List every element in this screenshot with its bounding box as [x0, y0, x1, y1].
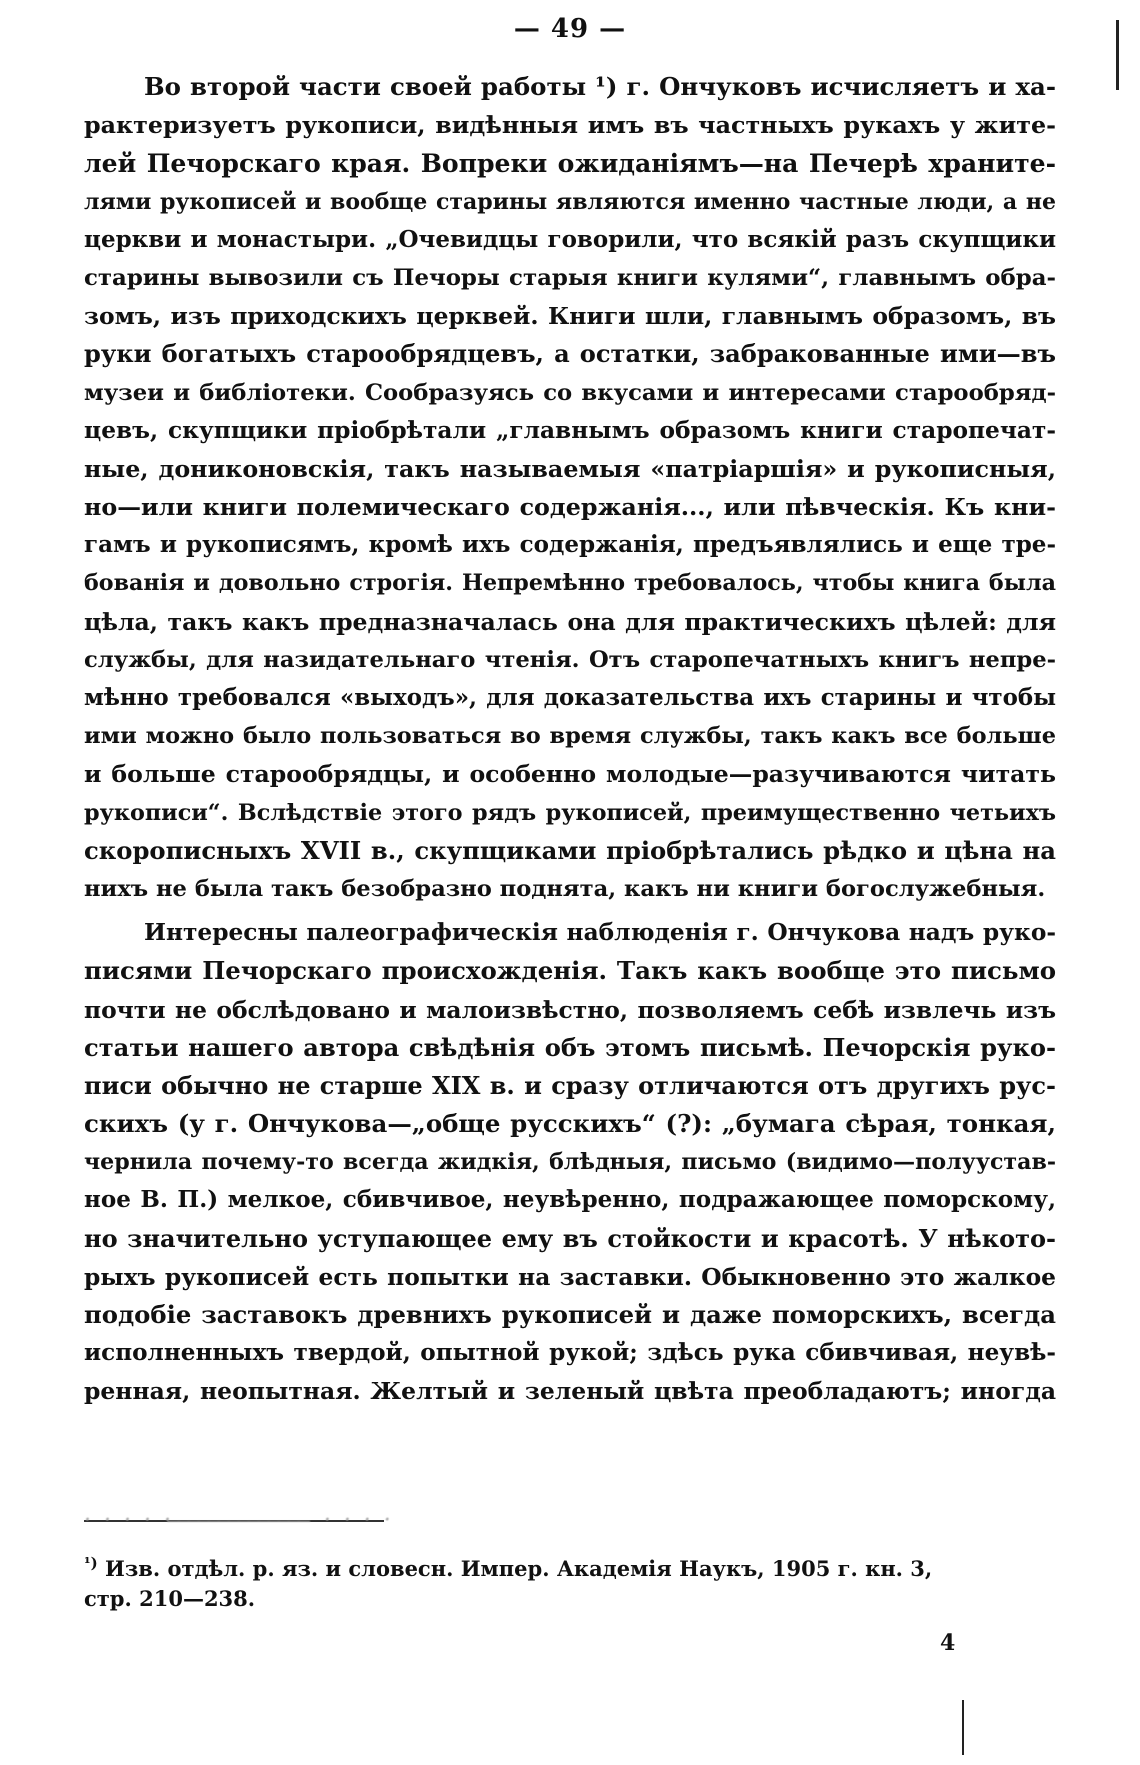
text-line: зомъ, изъ приходскихъ церквей. Книги шли, главнымъ образомъ, въ	[84, 302, 1056, 331]
footnote-text: Изв. отдѣл. р. яз. и словесн. Импер. Академія Наукъ, 1905 г. кн. 3,	[104, 1556, 933, 1581]
text-line: рактеризуетъ рукописи, видѣнныя имъ въ частныхъ рукахъ у жите-	[84, 111, 1056, 140]
text-line: статьи нашего автора свѣдѣнія объ этомъ письмѣ. Печорскія руко-	[84, 1032, 1056, 1062]
text-line: подобіе заставокъ древнихъ рукописей и даже поморскихъ, всегда	[84, 1300, 1056, 1329]
footnote-marker: ¹)	[84, 1554, 98, 1572]
footnote-line-2: стр. 210—238.	[84, 1586, 256, 1611]
text-line: руки богатыхъ старообрядцевъ, а остатки, забракованные ими—въ	[84, 339, 1056, 369]
text-line: исполненныхъ твердой, опытной рукой; здѣсь рука сбивчивая, неувѣ-	[84, 1339, 1056, 1367]
text-line: чернила почему-то всегда жидкія, блѣдныя, письмо (видимо—полуустав-	[84, 1149, 1056, 1176]
text-line: ное В. П.) мелкое, сбивчивое, неувѣренно, подражающее поморскому,	[84, 1186, 1056, 1214]
text-line: лей Печорскаго края. Вопреки ожиданіямъ—на Печерѣ храните-	[84, 148, 1056, 179]
text-line: мѣнно требовался «выходъ», для доказательства ихъ старины и чтобы	[84, 685, 1056, 711]
text-line: ные, дониконовскія, такъ называемыя «патріаршія» и рукописныя,	[84, 454, 1056, 483]
cut-off-text-line	[84, 1500, 1056, 1544]
paragraph-1	[84, 68, 1056, 908]
text-line: скорописныхъ XVII в., скупщиками пріобрѣтались рѣдко и цѣна на	[84, 835, 1056, 865]
margin-edge-mark	[962, 1700, 964, 1755]
text-line: цѣла, такъ какъ предназначалась она для практическихъ цѣлей: для	[84, 607, 1056, 636]
text-line: рыхъ рукописей есть попытки на заставки. Обыкновенно это жалкое	[84, 1262, 1056, 1291]
text-line: цевъ, скупщики пріобрѣтали „главнымъ образомъ книги старопечат-	[84, 416, 1056, 444]
bleed-through-text: · · · · · ̶ ̶ ̶ ̶ ̶ ̶ ̶ ̶ ̶ ̶ ̶ ̶ ̶ ̶ · · · ·	[84, 1508, 394, 1533]
text-line: Во второй части своей работы ¹) г. Ончуковъ исчисляетъ и ха-	[144, 72, 1056, 101]
text-line: скихъ (у г. Ончукова—„обще русскихъ“ (?): „бумага сѣрая, тонкая,	[84, 1109, 1056, 1139]
text-line: почти не обслѣдовано и малоизвѣстно, позволяемъ себѣ извлечь изъ	[84, 995, 1056, 1024]
text-line: старины вывозили съ Печоры старыя книги кулями“, главнымъ обра-	[84, 264, 1056, 291]
text-line: службы, для назидательнаго чтенія. Отъ старопечатныхъ книгъ непре-	[84, 646, 1056, 673]
footnote	[84, 1554, 1056, 1614]
text-line: ими можно было пользоваться во время службы, такъ какъ все больше	[84, 723, 1056, 750]
text-line: Интересны палеографическія наблюденія г. Ончукова надъ руко-	[144, 919, 1056, 947]
text-line: музеи и библіотеки. Сообразуясь со вкусами и интересами старообряд-	[84, 379, 1056, 406]
text-line: бованія и довольно строгія. Непремѣнно требовалось, чтобы книга была	[84, 570, 1056, 597]
text-line: но значительно уступающее ему въ стойкости и красотѣ. У нѣкото-	[84, 1223, 1056, 1253]
text-line: рукописи“. Вслѣдствіе этого рядъ рукописей, преимущественно четьихъ	[84, 799, 1056, 826]
text-line: гамъ и рукописямъ, кромѣ ихъ содержанія, предъявлялись и еще тре-	[84, 531, 1056, 559]
text-line: нихъ не была такъ безобразно поднята, какъ ни книги богослужебныя.	[84, 875, 1046, 902]
text-line: писи обычно не старше XIX в. и сразу отличаются отъ другихъ рус-	[84, 1070, 1056, 1100]
text-line: ренная, неопытная. Желтый и зеленый цвѣта преобладаютъ; иногда	[84, 1377, 1056, 1406]
text-line: но—или книги полемическаго содержанія..., или пѣвческія. Къ кни-	[84, 493, 1056, 522]
footnote-line-1	[84, 1554, 1056, 1584]
sheet-signature: 4	[940, 1630, 956, 1656]
paragraph-2	[84, 914, 1056, 1410]
margin-edge-mark	[1116, 20, 1119, 90]
text-line: писями Печорскаго происхожденія. Такъ какъ вообще это письмо	[84, 956, 1056, 986]
text-line: и больше старообрядцы, и особенно молодые—разучиваются читать	[84, 760, 1056, 789]
text-line: лями рукописей и вообще старины являются именно частные люди, а не	[84, 188, 1056, 215]
main-text	[84, 68, 1056, 1411]
text-line: церкви и монастыри. „Очевидцы говорили, что всякій разъ скупщики	[84, 225, 1056, 253]
page-number: — 49 —	[513, 14, 627, 44]
